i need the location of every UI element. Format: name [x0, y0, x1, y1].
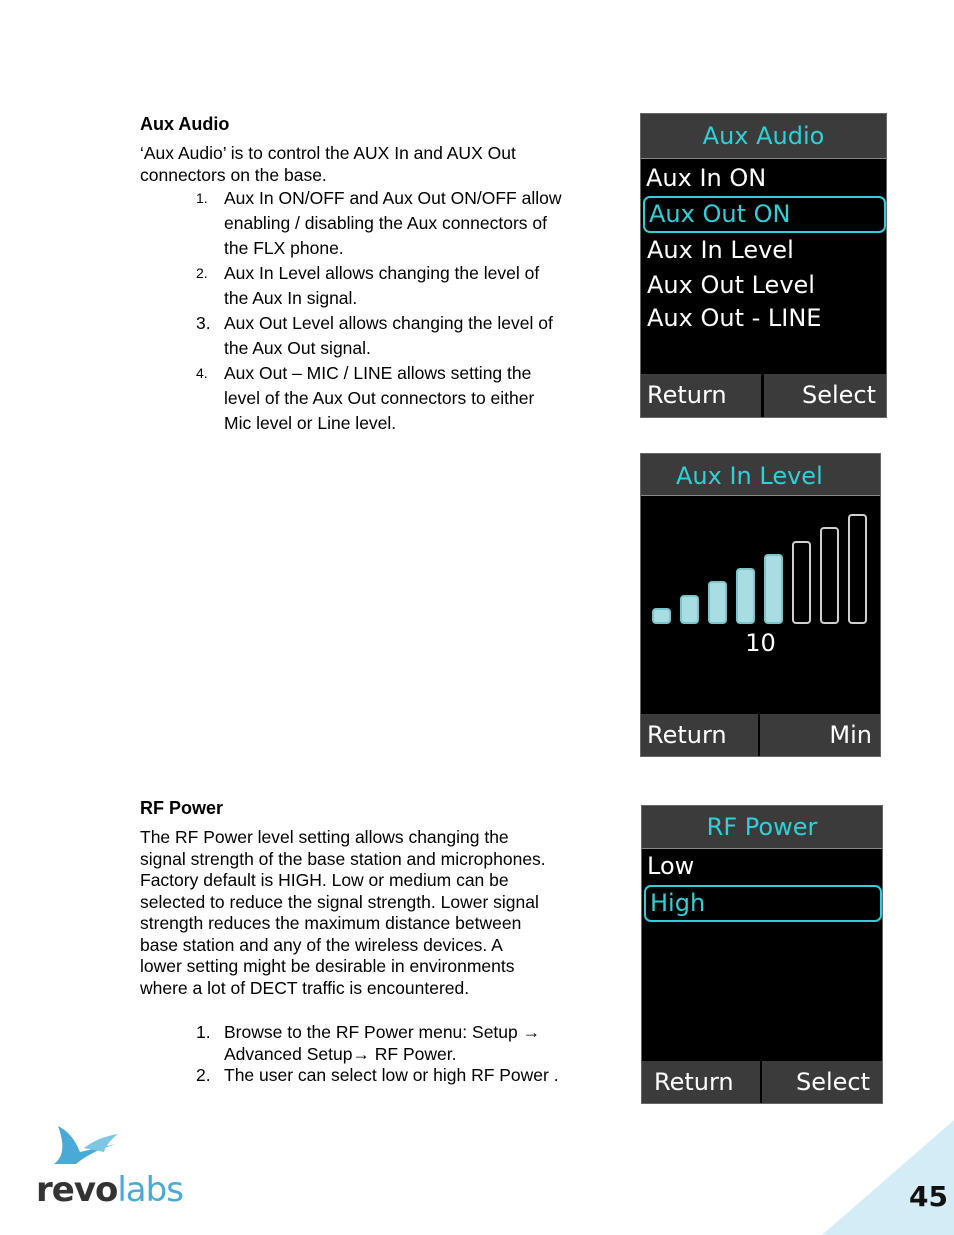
menu-item-aux-out-on[interactable]: Aux Out ON [649, 200, 791, 228]
screen-aux-in-level [640, 453, 881, 757]
menu-item-low[interactable]: Low [647, 852, 695, 880]
list-item: 1. Browse to the RF Power menu: Setup → Advanced Setup→ RF Power. [196, 1022, 541, 1064]
aux-audio-intro [140, 143, 600, 186]
level-bar [848, 514, 867, 624]
level-bar [708, 581, 727, 624]
return-softkey[interactable]: Return [641, 374, 761, 417]
select-softkey[interactable]: Select [762, 1061, 882, 1103]
level-bar [736, 568, 755, 624]
level-bar [792, 541, 811, 624]
menu-item-aux-in-level[interactable]: Aux In Level [647, 236, 794, 264]
intro-line: ‘Aux Audio’ is to control the AUX In and AUX Out [140, 143, 516, 163]
return-softkey[interactable]: Return [642, 1061, 760, 1103]
list-item: 4. Aux Out – MIC / LINE allows setting the level of the Aux Out connectors to either Mic level or Line level. [196, 363, 535, 433]
aux-audio-list [140, 186, 610, 436]
min-softkey[interactable]: Min [760, 714, 880, 756]
rf-power-steps [140, 1022, 620, 1087]
level-bars [649, 510, 871, 624]
screen-title: Aux Audio [641, 114, 886, 159]
revolabs-logo [36, 1122, 183, 1212]
level-bar [680, 595, 699, 624]
menu-item-aux-out-level[interactable]: Aux Out Level [647, 271, 815, 299]
intro-line: connectors on the base. [140, 164, 327, 185]
page-corner-triangle [822, 1120, 954, 1235]
level-bar [820, 527, 839, 624]
menu-item-aux-in-on[interactable]: Aux In ON [646, 164, 767, 192]
level-bar [652, 608, 671, 624]
list-item: 3. Aux Out Level allows changing the level of the Aux Out signal. [196, 313, 553, 358]
level-bar [764, 554, 783, 624]
screen-title: Aux In Level [641, 454, 880, 496]
rf-power-paragraph: The RF Power level setting allows changing the signal strength of the base station and microphones. Factory default is HIGH. Low or medium can be selected to reduce the signal strength. Lower signal strength reduces the maximum distance between base station and any of the wireless devices. A lower setting might be desirable in environments where a lot of DECT traffic is encountered. [140, 827, 546, 998]
menu-item-aux-out-line[interactable]: Aux Out - LINE [647, 304, 822, 332]
list-item: 2. The user can select low or high RF Power . [196, 1065, 559, 1085]
select-softkey[interactable]: Select [764, 374, 886, 417]
menu-item-high[interactable]: High [650, 889, 706, 917]
level-value: 10 [745, 629, 776, 657]
logo-wordmark: revolabs [36, 1170, 183, 1210]
screen-aux-audio [640, 113, 887, 418]
aux-audio-heading: Aux Audio [140, 114, 230, 134]
page-number: 45 [909, 1180, 948, 1213]
return-softkey[interactable]: Return [641, 714, 758, 756]
list-item: 1. Aux In ON/OFF and Aux Out ON/OFF allow enabling / disabling the Aux connectors of the FLX phone. [196, 188, 562, 258]
screen-rf-power [641, 805, 883, 1104]
shark-fin-icon [36, 1122, 156, 1168]
rf-power-heading: RF Power [140, 798, 224, 818]
list-item: 2. Aux In Level allows changing the level of the Aux In signal. [196, 263, 540, 308]
screen-title: RF Power [642, 806, 882, 849]
